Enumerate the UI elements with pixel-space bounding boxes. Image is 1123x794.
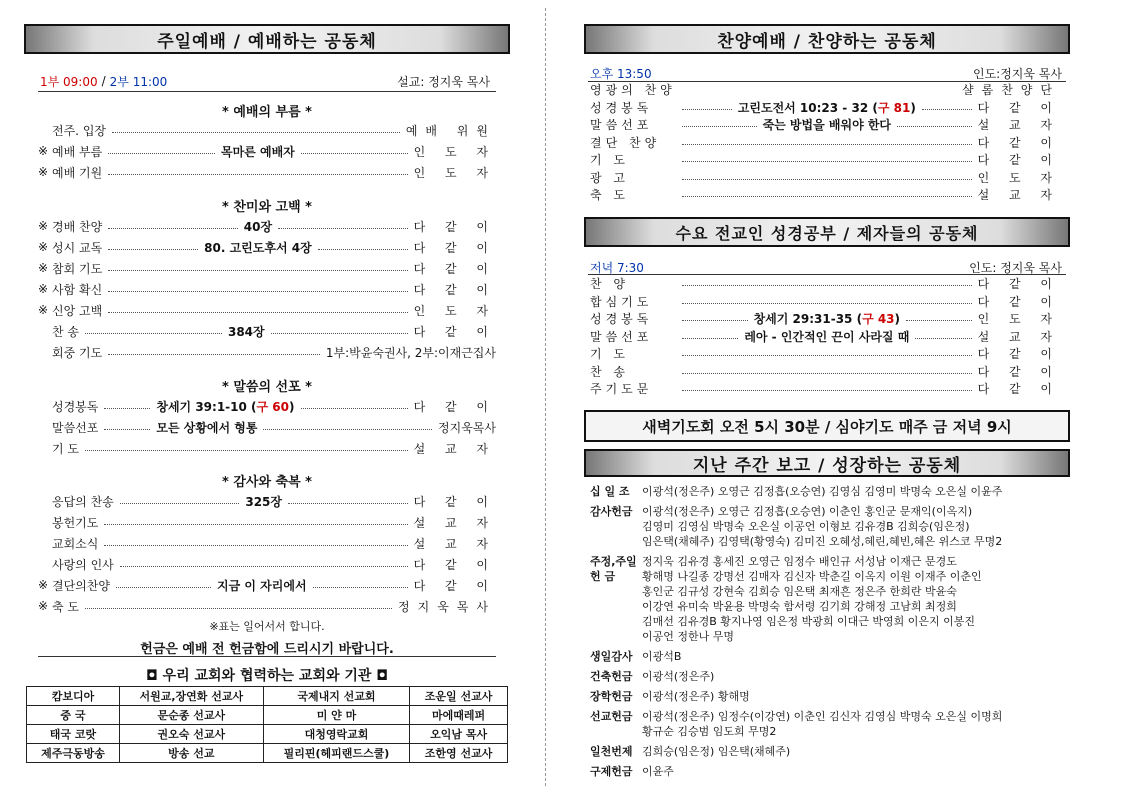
- program-row: [24, 280, 510, 298]
- report-key: 헌 금: [590, 570, 616, 583]
- report-line: [584, 554, 1070, 569]
- leader-dots: [278, 228, 408, 229]
- row-label: 축 도: [52, 599, 79, 614]
- leader-dots: [682, 390, 972, 391]
- row-right: 설 교 자: [977, 118, 1060, 132]
- section-word: * 말씀의 선포 *: [222, 380, 312, 395]
- leader-dots: [104, 429, 150, 430]
- leader-dots: [108, 291, 407, 292]
- leader-dots: [104, 524, 407, 525]
- row-label: 찬 송: [590, 364, 629, 379]
- report-names: 홍인군 김규성 강현숙 김희승 임은택 최재흔 정은주 한희란 박윤숙: [642, 585, 957, 598]
- partner-cell: 대청영락교회: [263, 725, 409, 744]
- leader-dots: [301, 153, 408, 154]
- reading-row: [24, 397, 510, 415]
- row-item: 죽는 방법을 배워야 한다: [762, 118, 892, 132]
- report-names: 김희승(임은정) 임은택(채혜주): [642, 745, 791, 758]
- row-item: 지금 이 자리에서: [217, 578, 307, 593]
- standing-mark: ※: [38, 578, 49, 592]
- report-section: [584, 554, 1070, 644]
- report-names: 황해명 나길종 강명선 김매자 김신자 박춘길 이옥지 이원 이재주 이춘인: [642, 570, 982, 583]
- wednesday-leader: 인도: 정지욱 목사: [969, 260, 1062, 275]
- leader-dots: [120, 503, 240, 504]
- praise-service-info: [584, 64, 1070, 82]
- partner-cell: 필리핀(헤피랜드스쿨): [263, 744, 409, 763]
- report-line: [584, 764, 1070, 779]
- standing-mark: ※: [38, 165, 49, 179]
- partner-cell: 조운일 선교사: [410, 687, 508, 706]
- leader-dots: [682, 373, 972, 374]
- program-row: [584, 310, 1070, 327]
- report-section: [584, 649, 1070, 664]
- row-label: 결단의찬양: [52, 578, 110, 593]
- leader-dots: [108, 270, 407, 271]
- report-line: [584, 689, 1070, 704]
- leader-dots: [263, 429, 432, 430]
- row-right: 다 같 이: [977, 382, 1060, 396]
- report-line: [584, 534, 1070, 549]
- program-row: [24, 534, 510, 552]
- row-label: 합심기도: [590, 294, 653, 309]
- leader-dots: [108, 354, 320, 355]
- row-right: 다 같 이: [977, 135, 1060, 150]
- row-right: 다 같 이: [977, 100, 1061, 115]
- preacher: 설교: 정지욱 목사: [397, 74, 490, 89]
- report-key: 십 일 조: [590, 485, 630, 498]
- row-label: 성시 교독: [52, 240, 103, 255]
- report-key: [584, 534, 642, 549]
- row-label: 참회 기도: [52, 261, 103, 276]
- leader-dots: [301, 408, 408, 409]
- row-item: 고린도전서 10:23 - 32 (구 81): [737, 100, 916, 115]
- row-label: 영광의 찬양: [590, 83, 676, 97]
- row-label: 교회소식: [52, 536, 99, 551]
- weekly-report: [584, 484, 1070, 784]
- program-row: [584, 169, 1070, 186]
- standing-mark: ※: [38, 261, 49, 275]
- report-line: [584, 649, 1070, 664]
- report-key: 감사헌금: [590, 505, 633, 518]
- program-row: [24, 597, 510, 615]
- report-line: [584, 724, 1070, 739]
- program-row: [24, 217, 510, 235]
- row-item: 384장: [227, 324, 265, 339]
- program-row: [24, 513, 510, 531]
- leader-dots: [682, 126, 757, 127]
- section-thanks: * 감사와 축복 *: [222, 475, 312, 490]
- report-line: [584, 519, 1070, 534]
- leader-dots: [682, 161, 972, 162]
- report-key: [584, 724, 642, 739]
- report-key: [584, 614, 642, 629]
- leader-dots: [288, 503, 408, 504]
- leader-dots: [85, 450, 408, 451]
- row-label: 기 도: [590, 153, 629, 167]
- partner-cell: 중 국: [27, 706, 120, 725]
- row-right: 정지욱목사: [438, 420, 496, 435]
- row-right: 설 교 자: [413, 515, 496, 530]
- leader-dots: [682, 338, 738, 339]
- row-right: 인 도 자: [413, 165, 496, 180]
- row-right: 다 같 이: [977, 347, 1060, 361]
- report-section: [584, 484, 1070, 499]
- row-label: 사랑의 인사: [52, 557, 114, 572]
- row-right: 다 같 이: [977, 294, 1060, 309]
- row-right: 다 같 이: [413, 494, 496, 509]
- program-row: [24, 576, 510, 594]
- report-section: [584, 709, 1070, 739]
- leader-dots: [85, 608, 392, 609]
- leader-dots: [271, 333, 408, 334]
- row-item: 목마른 예배자: [221, 144, 295, 159]
- program-row: [584, 380, 1070, 397]
- row-right: 다 같 이: [413, 399, 496, 414]
- offering-note: 헌금은 예배 전 헌금함에 드리시기 바랍니다.: [140, 642, 394, 657]
- report-title: 지난 주간 보고 / 성장하는 공동체: [584, 449, 1070, 477]
- leader-dots: [85, 333, 222, 334]
- report-section: [584, 689, 1070, 704]
- partner-cell: 권오숙 선교사: [119, 725, 263, 744]
- program-row: [584, 81, 1070, 98]
- sunday-worship-title: 주일예배 / 예배하는 공동체: [24, 24, 510, 54]
- report-section: [584, 504, 1070, 549]
- row-right: 다 같 이: [977, 153, 1060, 167]
- dawn-prayer-banner: 새벽기도회 오전 5시 30분 / 심야기도 매주 금 저녁 9시: [584, 410, 1070, 442]
- row-item: 창세기 29:31-35 (구 43): [753, 312, 901, 326]
- program-row: [24, 492, 510, 510]
- standing-mark: ※: [38, 282, 49, 296]
- report-line: [584, 584, 1070, 599]
- leader-dots: [108, 249, 198, 250]
- partner-cell: 캄보디아: [27, 687, 120, 706]
- leader-dots: [104, 545, 407, 546]
- report-names: 이광석(정은주): [642, 670, 715, 683]
- sermon-title: 모든 상황에서 형통: [156, 420, 258, 435]
- report-names: 이광석(정은주) 오영근 김정흡(오승연) 이춘인 홍인군 문재익(이옥지): [642, 505, 973, 518]
- partner-cell: 조한영 선교사: [410, 744, 508, 763]
- row-right: 1부:박윤숙권사, 2부:이재근집사: [325, 345, 496, 360]
- row-right: 다 같 이: [977, 277, 1060, 291]
- program-row: [584, 363, 1070, 380]
- row-label: 성경봉독: [52, 399, 99, 414]
- partner-cell: 국제내지 선교회: [263, 687, 409, 706]
- report-line: [584, 629, 1070, 644]
- report-section: [584, 669, 1070, 684]
- row-label: 축 도: [590, 188, 629, 202]
- scripture-text: 창세기 39:1-10 (구 60): [156, 399, 295, 414]
- leader-dots: [682, 179, 972, 180]
- report-key: 구제헌금: [590, 765, 633, 778]
- program-row: [24, 301, 510, 319]
- report-line: [584, 569, 1070, 584]
- wednesday-time: 저녁 7:30: [590, 260, 644, 275]
- leader-dots: [682, 285, 972, 286]
- row-label: 기 도: [52, 441, 79, 456]
- partners-table: [26, 686, 508, 763]
- row-label: 응답의 찬송: [52, 494, 114, 509]
- row-label: 사함 확신: [52, 282, 103, 297]
- standing-mark: ※: [38, 599, 49, 613]
- leader-dots: [682, 303, 972, 304]
- report-section: [584, 764, 1070, 779]
- row-label: 성경봉독: [590, 312, 653, 326]
- report-key: 주정,주일: [590, 555, 637, 568]
- program-row: [584, 293, 1070, 310]
- report-key: 장학헌금: [590, 690, 633, 703]
- row-label: 말씀선포: [52, 420, 99, 435]
- row-label: 봉헌기도: [52, 515, 99, 530]
- row-right: 인 도 자: [977, 170, 1060, 185]
- old-testament-ref: 구 81: [877, 100, 911, 115]
- row-label: 예배 부름: [52, 144, 103, 159]
- leader-dots: [897, 126, 972, 127]
- row-label: 찬 양: [590, 277, 629, 291]
- standing-mark: ※: [38, 219, 49, 233]
- report-names: 이강연 유미숙 박윤용 박명숙 함서령 김기희 강해정 고남희 최정희: [642, 600, 957, 613]
- standing-mark: ※: [38, 303, 49, 317]
- row-label: 전주. 입장: [52, 123, 106, 138]
- row-label: 기 도: [590, 347, 629, 361]
- partners-row: [27, 725, 508, 744]
- old-testament-ref: 구 43: [862, 312, 895, 326]
- report-names: 김매선 김유경B 황지나영 임은정 박광희 이대근 박영희 이은지 이봉진: [642, 615, 976, 628]
- leader-dots: [906, 320, 972, 321]
- service-info: [24, 72, 510, 90]
- standing-mark: ※: [38, 240, 49, 254]
- partners-row: [27, 706, 508, 725]
- partner-cell: 마에때레퍼: [410, 706, 508, 725]
- row-label: 회중 기도: [52, 345, 103, 360]
- leader-dots: [112, 132, 400, 133]
- service-1-time: 1부 09:00: [40, 74, 98, 89]
- report-line: [584, 614, 1070, 629]
- row-right: 설 교 자: [413, 536, 496, 551]
- rule: [38, 656, 496, 657]
- report-names: 이공언 정한나 무명: [642, 630, 735, 643]
- partner-cell: 미 얀 마: [263, 706, 409, 725]
- leader-dots: [108, 228, 238, 229]
- row-right: 다 같 이: [413, 557, 496, 572]
- leader-dots: [682, 355, 972, 356]
- row-label: 주기도문: [590, 382, 653, 396]
- program-row: [584, 151, 1070, 168]
- report-line: [584, 669, 1070, 684]
- report-key: 일천번제: [590, 745, 633, 758]
- row-label: 광 고: [590, 170, 629, 185]
- rule: [38, 91, 496, 92]
- program-row: [24, 142, 510, 160]
- partners-row: [27, 744, 508, 763]
- leader-dots: [108, 153, 215, 154]
- leader-dots: [116, 587, 211, 588]
- partner-cell: 문순종 선교사: [119, 706, 263, 725]
- report-key: [584, 629, 642, 644]
- praise-worship-title: 찬양예배 / 찬양하는 공동체: [584, 24, 1070, 54]
- partner-cell: 제주극동방송: [27, 744, 120, 763]
- row-item: 40장: [243, 219, 273, 234]
- report-key: [584, 584, 642, 599]
- row-right: 다 같 이: [413, 324, 496, 339]
- row-label: 찬 송: [52, 324, 79, 339]
- leader-dots: [682, 144, 972, 145]
- partner-cell: 방송 선교: [119, 744, 263, 763]
- section-call: * 예배의 부름 *: [222, 105, 312, 120]
- report-names: 이광석B: [642, 650, 682, 663]
- report-names: 이광석(정은주) 황해명: [642, 690, 750, 703]
- sermon-row: [24, 418, 510, 436]
- program-row: [24, 163, 510, 181]
- page-divider: [545, 8, 546, 786]
- row-label: 경배 찬양: [52, 219, 103, 234]
- report-names: 정지욱 김유경 홍세진 오영근 임정수 배인규 서성남 이재근 문경도: [642, 555, 957, 568]
- report-key: 생일감사: [590, 650, 633, 663]
- row-label: 말씀선포: [590, 118, 653, 132]
- program-row: [24, 259, 510, 277]
- row-right: 인 도 자: [413, 303, 496, 318]
- program-row: [584, 275, 1070, 292]
- report-key: 선교헌금: [590, 710, 633, 723]
- row-right: 설 교 자: [977, 188, 1060, 202]
- row-label: 예배 기원: [52, 165, 103, 180]
- leader-dots: [108, 174, 407, 175]
- leader-dots: [682, 320, 748, 321]
- program-row: [584, 116, 1070, 133]
- row-item: 325장: [245, 494, 283, 509]
- report-line: [584, 504, 1070, 519]
- row-right: 설 교 자: [413, 441, 496, 456]
- report-names: 황규순 김승범 임도희 무명2: [642, 725, 777, 738]
- service-2-time: 2부 11:00: [109, 74, 168, 89]
- row-right: 정지욱목사: [398, 599, 496, 614]
- leader-dots: [682, 196, 972, 197]
- prayer-row: [24, 439, 510, 457]
- program-row: [24, 555, 510, 573]
- program-row: [584, 186, 1070, 203]
- row-right: 다 같 이: [413, 282, 496, 297]
- row-item: 80. 고린도후서 4장: [204, 240, 312, 255]
- report-line: [584, 484, 1070, 499]
- standing-mark: ※: [38, 144, 49, 158]
- leader-dots: [104, 408, 150, 409]
- program-row: [24, 343, 510, 361]
- row-right: 인 도 자: [977, 312, 1060, 326]
- row-item: 레아 - 인간적인 끈이 사라질 때: [744, 329, 910, 344]
- program-row: [584, 345, 1070, 362]
- wednesday-title: 수요 전교인 성경공부 / 제자들의 공동체: [584, 217, 1070, 247]
- row-right: 다 같 이: [413, 578, 497, 593]
- program-row: [24, 238, 510, 256]
- row-right: 설 교 자: [977, 329, 1061, 344]
- row-label: 결단 찬양: [590, 135, 661, 150]
- standing-note: ※표는 일어서서 합니다.: [209, 620, 325, 633]
- partners-row: [27, 687, 508, 706]
- row-right: 다 같 이: [413, 219, 497, 234]
- row-right: 다 같 이: [413, 240, 497, 255]
- leader-dots: [108, 312, 407, 313]
- partner-cell: 서원교,장연화 선교사: [119, 687, 263, 706]
- row-right: 예배 위원: [405, 123, 496, 138]
- partner-cell: 태국 코랏: [27, 725, 120, 744]
- program-row: [584, 328, 1070, 345]
- report-section: [584, 744, 1070, 759]
- report-names: 김영미 김영심 박명숙 오은실 이공언 이형보 김유경B 김희승(임은정): [642, 520, 970, 533]
- report-names: 임은택(채혜주) 김영택(황영숙) 김미진 오혜성,혜린,혜빈,혜은 위스코 무명2: [642, 535, 1003, 548]
- report-line: [584, 744, 1070, 759]
- row-right: 샬롬찬양단: [962, 83, 1060, 97]
- row-label: 성경봉독: [590, 100, 653, 115]
- row-label: 신앙 고백: [52, 303, 103, 318]
- leader-dots: [318, 249, 408, 250]
- program-row: [584, 99, 1070, 116]
- leader-dots: [313, 587, 408, 588]
- leader-dots: [915, 338, 971, 339]
- partners-title: ◘ 우리 교회와 협력하는 교회와 기관 ◘: [145, 668, 389, 684]
- report-names: 이광석(정은주) 임정수(이강연) 이춘인 김신자 김영심 박명숙 오은실 이명희: [642, 710, 1003, 723]
- report-line: [584, 599, 1070, 614]
- leader-dots: [922, 109, 972, 110]
- leader-dots: [120, 566, 408, 567]
- report-key: [584, 519, 642, 534]
- praise-leader: 인도:정지욱 목사: [972, 66, 1062, 81]
- program-row: [584, 134, 1070, 151]
- program-row: [24, 121, 510, 139]
- row-label: 말씀선포: [590, 329, 653, 344]
- program-row: [24, 322, 510, 340]
- time-separator: /: [101, 74, 106, 88]
- report-key: [584, 599, 642, 614]
- praise-time: 오후 13:50: [590, 66, 652, 81]
- report-names: 이윤주: [642, 765, 674, 778]
- row-right: 다 같 이: [977, 364, 1060, 379]
- report-key: 건축헌금: [590, 670, 633, 683]
- report-line: [584, 709, 1070, 724]
- section-praise: * 찬미와 고백 *: [222, 200, 312, 215]
- row-right: 다 같 이: [413, 261, 496, 276]
- leader-dots: [682, 109, 732, 110]
- row-right: 인 도 자: [413, 144, 497, 159]
- report-names: 이광석(정은주) 오영근 김정흡(오승연) 김영심 김영미 박명숙 오은실 이윤주: [642, 485, 1003, 498]
- partner-cell: 오익남 목사: [410, 725, 508, 744]
